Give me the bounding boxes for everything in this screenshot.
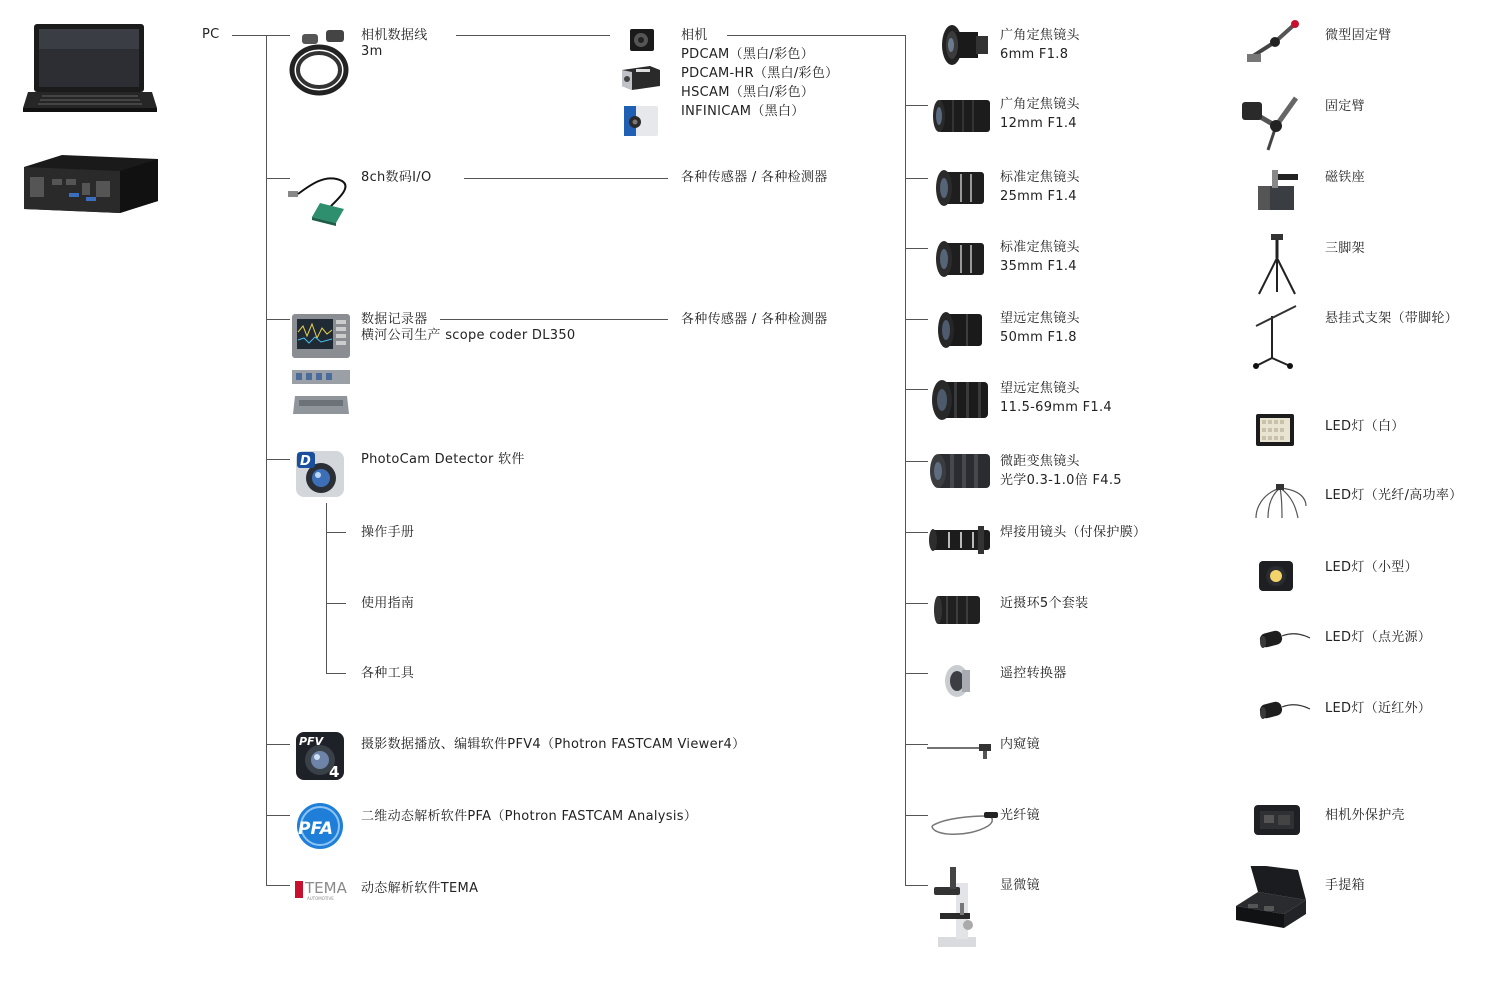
fixed-arm-icon [1240,92,1306,158]
hscam-camera-icon [622,102,662,138]
endoscope-icon [925,740,995,762]
led-panel-icon [1254,412,1296,448]
lens-icon [936,308,988,352]
microscope-icon [930,863,980,949]
pfa-logo-text: PFA [298,819,334,839]
dio-name: 8ch数码I/O [361,170,432,185]
accessory-item-7: LED灯（小型） [1325,560,1418,575]
lens-item-4 [1000,309,1080,347]
lens-item-11: 光纤镜 [1000,808,1040,823]
lens-spec: 50mm F1.8 [1000,330,1077,345]
photocam-detector-icon [295,450,345,498]
cable-name: 相机数据线 [361,28,428,43]
lens-icon [940,22,990,68]
lens-name: 标准定焦镜头 [1000,240,1080,255]
pfa-software-icon [295,801,345,851]
lens-spec: 6mm F1.8 [1000,47,1069,62]
lens-name: 广角定焦镜头 [1000,97,1080,112]
lens-item-2 [1000,168,1080,206]
lens-item-10: 内窥镜 [1000,737,1040,752]
camera-model-pdcam-hr: PDCAM-HR（黑白/彩色） [681,66,839,81]
tema-logo [295,879,357,901]
led-fiber-icon [1252,484,1308,522]
lens-item-7: 焊接用镜头（付保护膜） [1000,525,1147,540]
accessory-item-5: LED灯（白） [1325,419,1405,434]
lens-spec: 25mm F1.4 [1000,189,1077,204]
lens-name: 望远定焦镜头 [1000,311,1080,326]
accessory-item-1: 固定臂 [1325,99,1365,114]
lens-spec: 11.5-69mm F1.4 [1000,400,1112,415]
lens-spec: 35mm F1.4 [1000,259,1077,274]
pfv-name: 摄影数据播放、编辑软件PFV4（Photron FASTCAM Viewer4） [361,737,746,752]
recorder-sensors: 各种传感器 / 各种检测器 [681,312,828,327]
lens-spec: 光学0.3-1.0倍 F4.5 [1000,473,1122,488]
recorder-spec: 横河公司生产 scope coder DL350 [361,328,576,343]
lens-item-5 [1000,379,1112,417]
recorder-name: 数据记录器 [361,312,428,327]
detector-name: PhotoCam Detector 软件 [361,452,525,467]
accessory-item-3: 三脚架 [1325,241,1365,256]
lens-icon [928,524,994,556]
cable-item [361,26,428,61]
lens-name: 微距变焦镜头 [1000,454,1080,469]
digital-io-icon [286,165,352,227]
pfv-logo-text: PFV [299,735,324,748]
tripod-icon [1255,232,1299,296]
tema-logo-subtext: AUTOMOTIVE [307,896,334,901]
pdcam-hr-camera-icon [620,62,662,92]
lens-spec: 12mm F1.4 [1000,116,1077,131]
lens-icon [930,377,992,423]
cable-coil-icon [288,28,350,96]
laptop-icon [22,22,158,114]
camera-title: 相机 [681,28,708,43]
protective-case-icon [1252,801,1302,839]
accessory-item-11: 手提箱 [1325,878,1365,893]
converter-icon [942,662,972,700]
lens-icon [932,592,984,628]
carrying-case-icon [1228,866,1310,938]
lens-name: 标准定焦镜头 [1000,170,1080,185]
camera-block [681,26,838,121]
accessory-item-10: 相机外保护壳 [1325,808,1405,823]
tema-logo-text: TEMA [305,879,347,897]
data-recorder-icon [291,312,351,418]
lens-icon [934,237,990,281]
lens-icon [928,450,992,492]
accessory-item-0: 微型固定臂 [1325,28,1392,43]
tema-name: 动态解析软件TEMA [361,881,479,896]
camera-model-hscam: HSCAM（黑白/彩色） [681,85,815,100]
boom-stand-icon [1250,302,1304,370]
workstation-pc-icon [22,153,160,215]
lens-item-8: 近摄环5个套装 [1000,596,1089,611]
pfv-logo-number: 4 [329,763,340,781]
lens-item-6 [1000,452,1122,490]
lens-item-1 [1000,95,1080,133]
led-small-icon [1256,555,1296,595]
accessory-item-9: LED灯（近红外） [1325,701,1432,716]
accessory-item-8: LED灯（点光源） [1325,630,1432,645]
cable-spec: 3m [361,44,383,59]
lens-icon [934,166,990,210]
accessory-item-2: 磁铁座 [1325,170,1365,185]
tools-name: 各种工具 [361,666,415,681]
pfv-software-icon [295,731,345,781]
lens-icon [932,96,994,136]
lens-item-9: 遥控转换器 [1000,666,1067,681]
led-spot-icon [1256,624,1312,654]
pfa-name: 二维动态解析软件PFA（Photron FASTCAM Analysis） [361,809,698,824]
fiberscope-icon [928,808,1000,842]
pc-label: PC [202,27,220,42]
guide-name: 使用指南 [361,596,415,611]
pdcam-camera-icon [626,25,658,53]
lens-item-3 [1000,238,1080,276]
lens-item-0 [1000,26,1080,64]
lens-name: 广角定焦镜头 [1000,28,1080,43]
recorder-item [361,310,575,345]
lens-name: 望远定焦镜头 [1000,381,1080,396]
camera-model-pdcam: PDCAM（黑白/彩色） [681,47,815,62]
magnet-base-icon [1248,166,1304,214]
detector-logo-text: D [300,454,311,469]
micro-arm-icon [1245,16,1305,66]
accessory-item-6: LED灯（光纤/高功率） [1325,488,1463,503]
dio-sensors: 各种传感器 / 各种检测器 [681,170,828,185]
led-ir-icon [1256,695,1312,725]
manual-name: 操作手册 [361,525,415,540]
camera-model-infinicam: INFINICAM（黑白） [681,104,805,119]
accessory-item-4: 悬挂式支架（带脚轮） [1325,311,1459,326]
lens-item-12: 显微镜 [1000,878,1040,893]
